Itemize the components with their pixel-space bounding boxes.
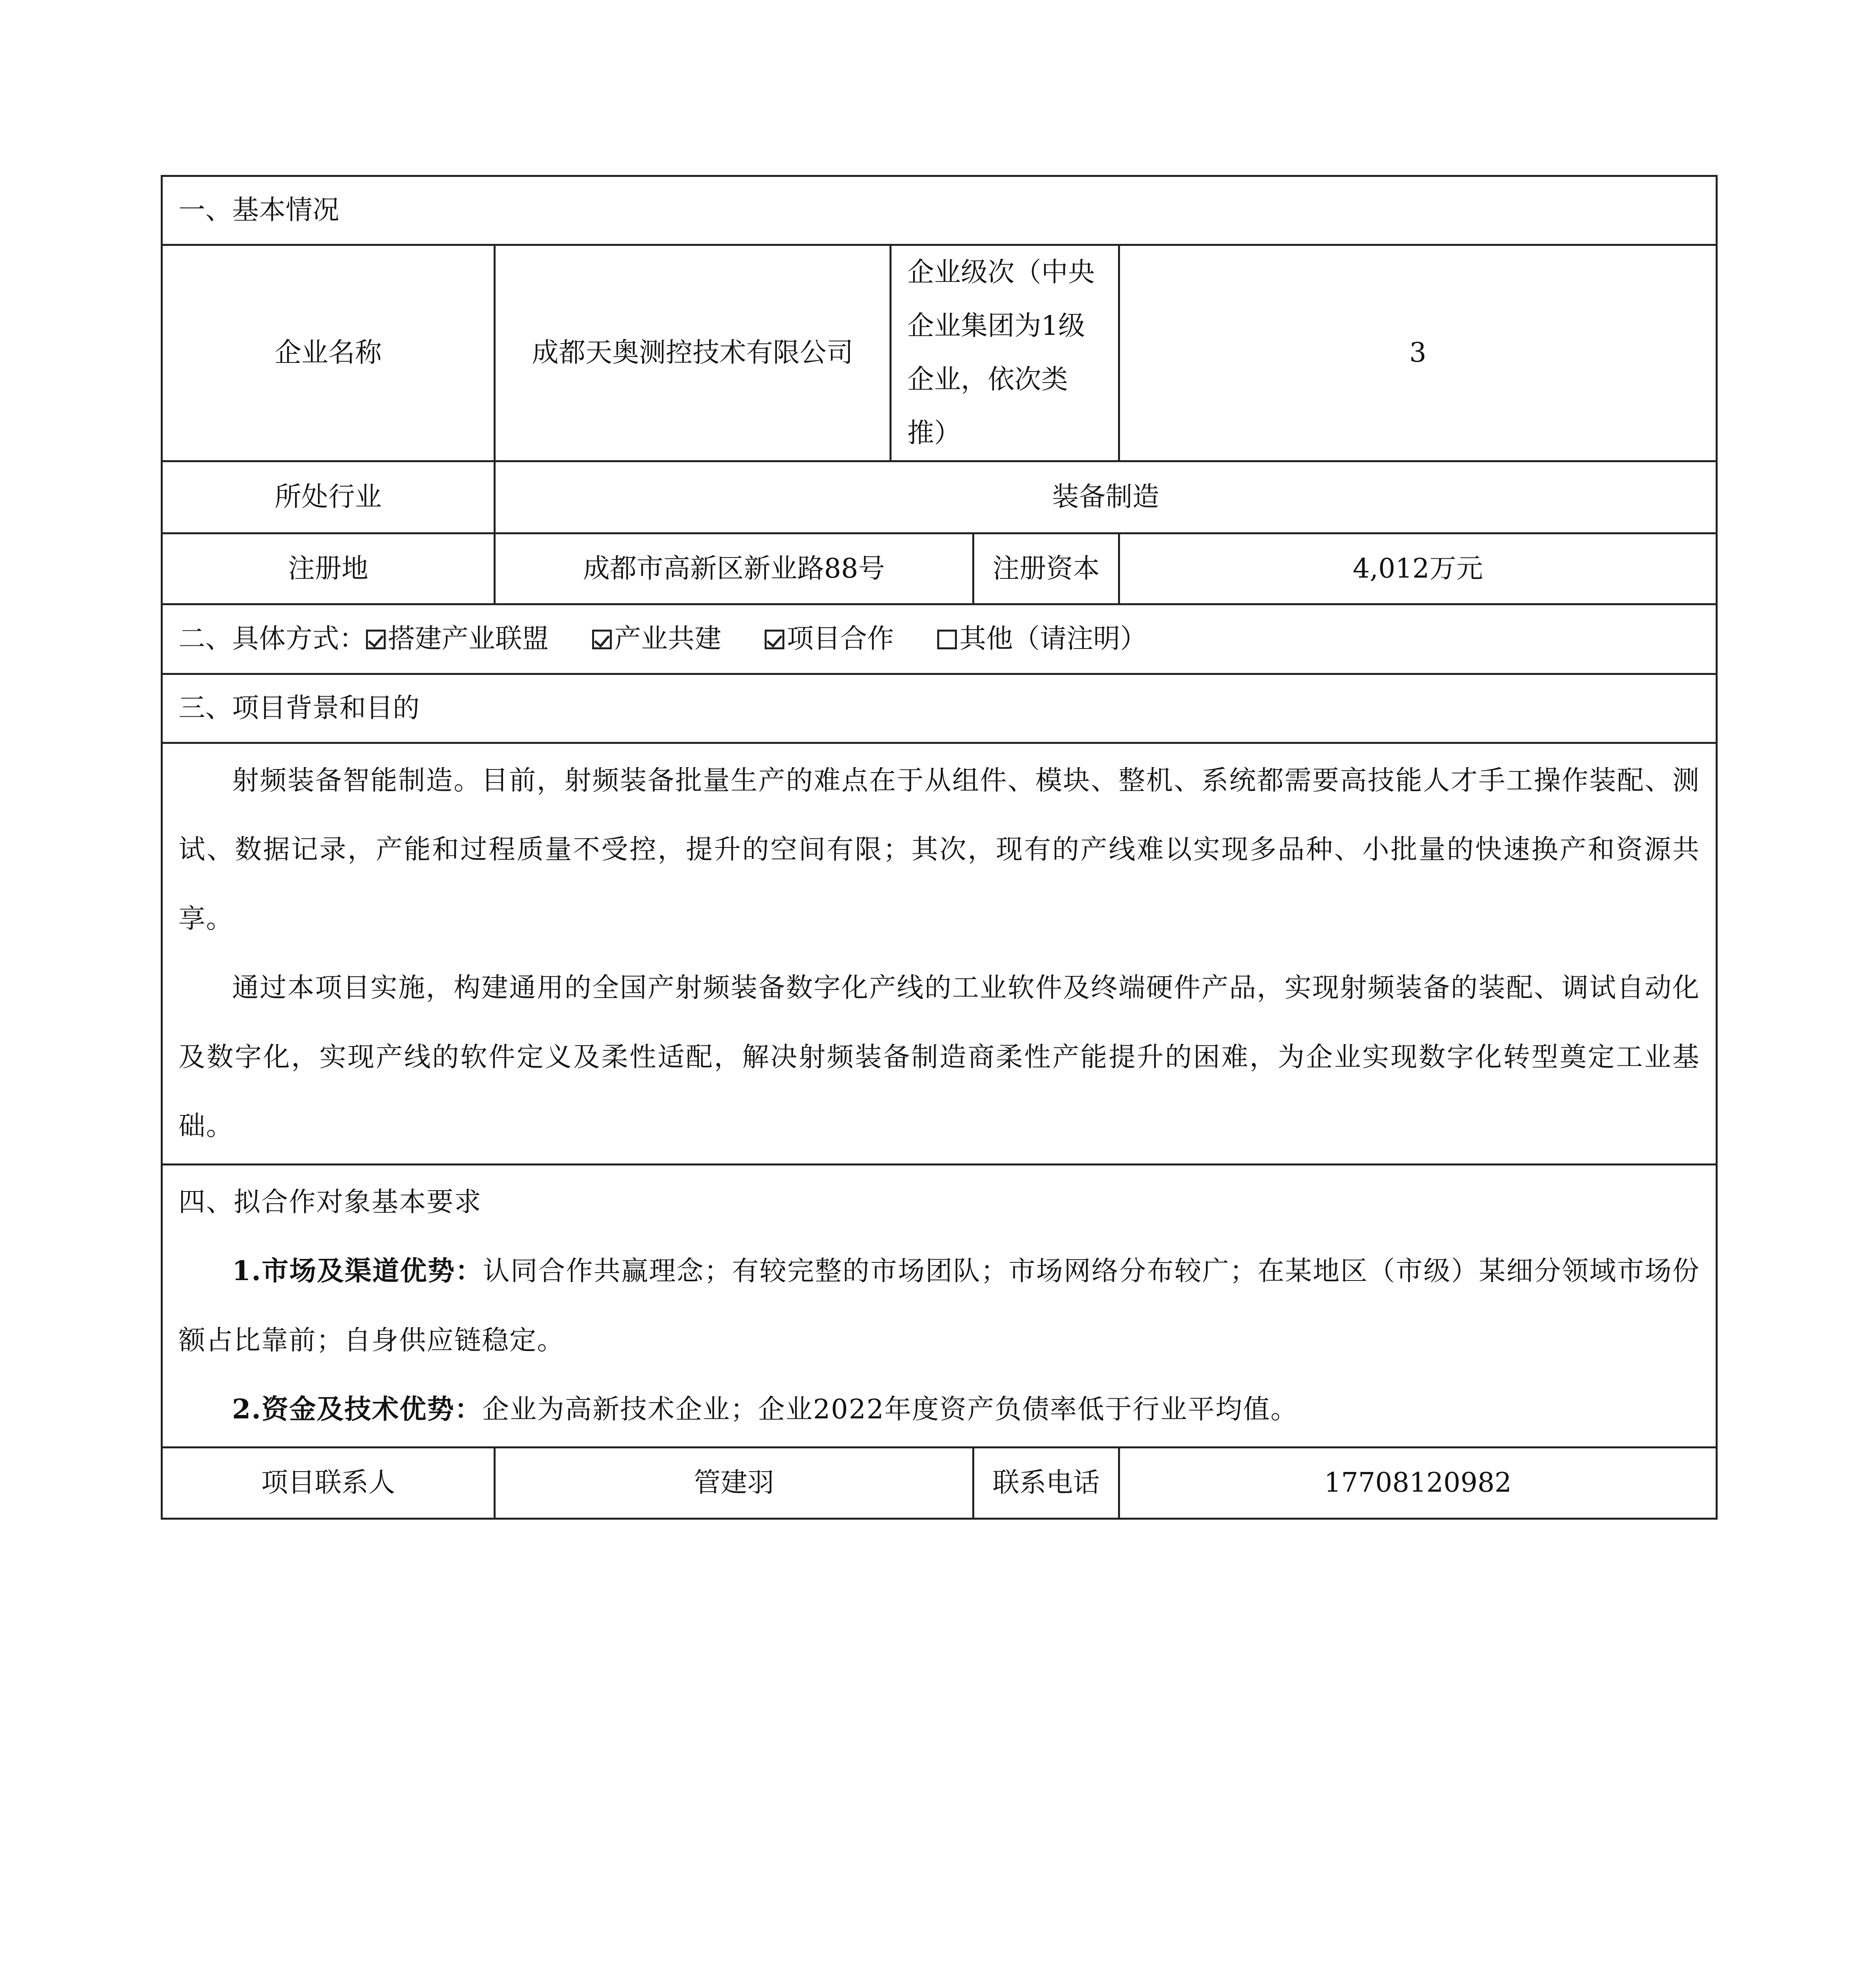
cooperation-methods <box>162 604 1717 674</box>
option-project-cooperation[interactable] <box>765 621 894 657</box>
info-form-table <box>161 175 1718 1520</box>
background-paragraph: 射频装备智能制造。目前，射频装备批量生产的难点在于从组件、模块、整机、系统都需要高技能人才手工操作装配、测试、数据记录，产能和过程质量不受控，提升的空间有限；其次，现有的产线难以实现多品种、小批量的快速换产和资源共享。 <box>178 765 1700 935</box>
industry-value: 装备制造 <box>495 461 1717 533</box>
registered-address-value: 成都市高新区新业路88号 <box>495 533 973 604</box>
option-label: 搭建产业联盟 <box>388 623 549 655</box>
contact-phone-label: 联系电话 <box>973 1448 1119 1519</box>
company-name-label: 企业名称 <box>162 245 495 461</box>
checkbox-checked-icon[interactable] <box>765 630 784 649</box>
registered-address-label: 注册地 <box>162 533 495 604</box>
option-label: 产业共建 <box>614 623 722 655</box>
checkbox-checked-icon[interactable] <box>366 630 386 649</box>
background-paragraph: 通过本项目实施，构建通用的全国产射频装备数字化产线的工业软件及终端硬件产品，实现射频装备的装配、调试自动化及数字化，实现产线的软件定义及柔性适配，解决射频装备制造商柔性产能提升的困难，为企业实现数字化转型奠定工业基础。 <box>178 972 1700 1142</box>
option-label: 项目合作 <box>787 623 894 655</box>
registered-capital-label: 注册资本 <box>973 533 1119 604</box>
requirement-text: 认同合作共赢理念；有较完整的市场团队；市场网络分布较广；在某地区（市级）某细分领域市场份额占比靠前；自身供应链稳定。 <box>178 1256 1700 1356</box>
checkbox-checked-icon[interactable] <box>592 630 612 649</box>
cooperation-methods-title: 二、具体方式： <box>178 623 366 655</box>
industry-label: 所处行业 <box>162 461 495 533</box>
option-label: 其他（请注明） <box>959 623 1147 655</box>
company-name-value: 成都天奥测控技术有限公司 <box>495 245 891 461</box>
partner-requirements <box>162 1164 1717 1448</box>
option-industry-co-build[interactable] <box>592 621 721 657</box>
company-level-value: 3 <box>1119 245 1717 461</box>
requirement-head: 2.资金及技术优势： <box>232 1393 482 1425</box>
option-other[interactable] <box>937 621 1147 657</box>
registered-capital-value: 4,012万元 <box>1119 533 1717 604</box>
company-level-label: 企业级次（中央企业集团为1级企业，依次类推） <box>891 245 1119 461</box>
requirement-item <box>178 1375 1700 1444</box>
option-industry-alliance[interactable] <box>366 621 549 657</box>
background-content <box>162 743 1717 1165</box>
requirement-head: 1.市场及渠道优势： <box>232 1255 483 1287</box>
contact-person-label: 项目联系人 <box>162 1448 495 1519</box>
requirement-text: 企业为高新技术企业；企业2022年度资产负债率低于行业平均值。 <box>482 1394 1298 1425</box>
requirement-item <box>178 1237 1700 1375</box>
checkbox-empty-icon[interactable] <box>937 630 957 649</box>
section-background-title: 三、项目背景和目的 <box>162 674 1717 743</box>
contact-person-value: 管建羽 <box>495 1448 973 1519</box>
section-requirements-title: 四、拟合作对象基本要求 <box>178 1186 482 1218</box>
contact-phone-value: 17708120982 <box>1119 1448 1717 1519</box>
section-basic-info-title: 一、基本情况 <box>162 176 1717 245</box>
